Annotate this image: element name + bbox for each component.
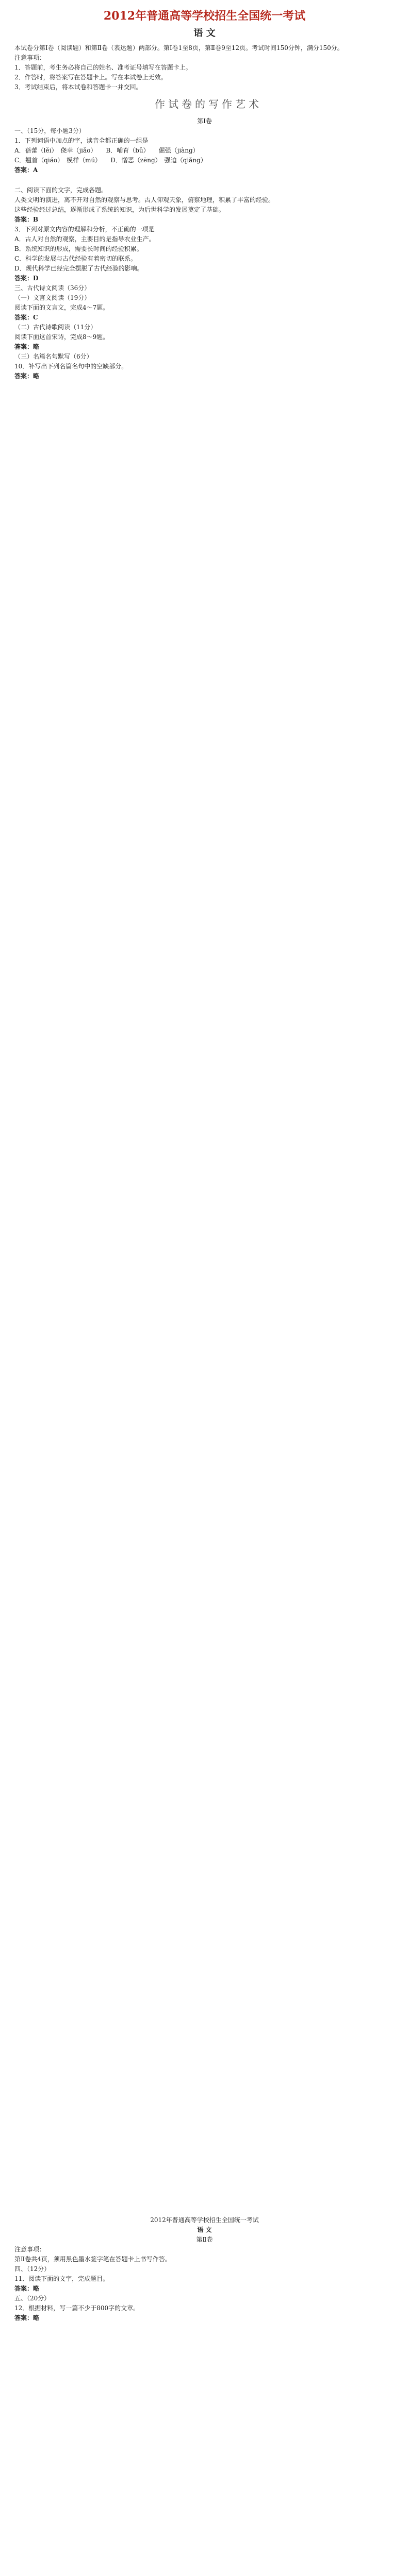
part2-line: 12．根据材料，写一篇不少于800字的文章。 [14, 2304, 140, 2312]
watermark-banner: 作试卷的写作艺术 [155, 98, 262, 110]
instruction-line: 2．作答时，将答案写在答题卡上。写在本试卷上无效。 [14, 74, 167, 81]
answer-line: 答案：B [14, 216, 39, 223]
part2-block [14, 2215, 395, 2323]
part2-line: 注意事项： [14, 2246, 46, 2253]
answer-line: 答案：略 [14, 2314, 40, 2321]
body-line: （二）古代诗歌阅读（11分） [14, 324, 97, 331]
instructions-block [14, 43, 395, 92]
exam-title: 2012年普通高等学校招生全国统一考试 [103, 9, 306, 23]
body-line: 10．补写出下列名篇名句中的空缺部分。 [14, 363, 128, 370]
question-line: C．翘首（qiáo） 模样（mú） D．憎恶（zēng） 强迫（qiǎng） [14, 157, 207, 164]
question-heading: 一、（15分，每小题3分） [14, 127, 85, 134]
body-line: 3．下列对原文内容的理解和分析，不正确的一项是 [14, 226, 155, 233]
body-line: （三）名篇名句默写（6分） [14, 353, 93, 360]
answer-line: 答案：略 [14, 343, 40, 350]
body-line: B．系统知识的形成，需要长时间的经验积累。 [14, 245, 143, 252]
volume-label: 第Ⅰ卷 [197, 117, 212, 125]
body-line: 人类文明的演进，离不开对自然的观察与思考。古人仰观天象，俯察地理，积累了丰富的经验。 [14, 196, 275, 204]
answer-line: 答案：略 [14, 2285, 40, 2292]
body-line: 二、阅读下面的文字，完成各题。 [14, 187, 108, 194]
body-line: 阅读下面这首宋诗，完成8～9题。 [14, 333, 109, 341]
answer-line: 答案：略 [14, 372, 40, 380]
body-line: （一）文言文阅读（19分） [14, 294, 91, 301]
part2-line: 四、（12分） [14, 2265, 51, 2273]
body-line: D．现代科学已经完全摆脱了古代经验的影响。 [14, 265, 143, 272]
body-line: C．科学的发展与古代经验有着密切的联系。 [14, 255, 137, 262]
body-line: 这些经验经过总结，逐渐形成了系统的知识，为后世科学的发展奠定了基础。 [14, 206, 225, 213]
instruction-line: 本试卷分第Ⅰ卷（阅读题）和第Ⅱ卷（表达题）两部分。第Ⅰ卷1至8页，第Ⅱ卷9至12页。考试时间150分钟，满分150分。 [14, 44, 343, 52]
question-line: 1．下列词语中加点的字，读音全都正确的一组是 [14, 137, 149, 144]
part2-line: 11．阅读下面的文字，完成题目。 [14, 2275, 109, 2282]
part2-line: 五、（20分） [14, 2295, 51, 2302]
answer-line: 答案：D [14, 275, 39, 282]
part2-title: 2012年普通高等学校招生全国统一考试 [150, 2216, 259, 2224]
body-line: 阅读下面的文言文，完成4～7题。 [14, 304, 109, 311]
answer-line: 答案：A [14, 166, 38, 174]
instruction-line: 3．考试结束后，将本试卷和答题卡一并交回。 [14, 83, 142, 91]
part1-block [14, 116, 395, 175]
exam-subject: 语 文 [193, 28, 216, 39]
part2-subject: 语 文 [197, 2226, 212, 2233]
part2-volume: 第Ⅱ卷 [196, 2236, 213, 2243]
instruction-line: 注意事项： [14, 54, 46, 61]
instruction-line: 1．答题前，考生务必将自己的姓名、准考证号填写在答题卡上。 [14, 64, 192, 71]
part2-line: 第Ⅱ卷共4页，须用黑色墨水签字笔在答题卡上书写作答。 [14, 2256, 171, 2263]
body-line: 三、古代诗文阅读（36分） [14, 284, 91, 292]
question-line: A．蓓蕾（lěi） 侥幸（jiǎo） B．哺育（bǔ） 倔强（jiàng） [14, 147, 199, 154]
answer-line: 答案：C [14, 314, 38, 321]
body-line: A．古人对自然的观察，主要目的是指导农业生产。 [14, 235, 155, 243]
body-block [14, 185, 395, 381]
